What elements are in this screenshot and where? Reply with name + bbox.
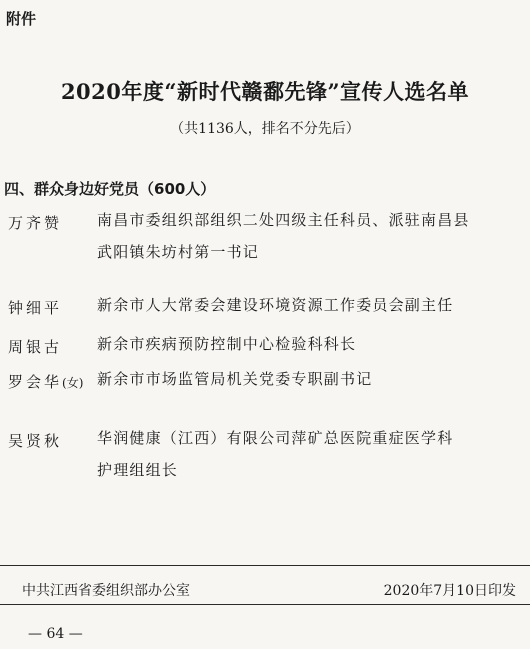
person-name-text: 罗会华 bbox=[8, 373, 63, 391]
person-name bbox=[8, 212, 62, 233]
document-subtitle: （共1136人，排名不分先后） bbox=[170, 121, 360, 137]
person-name-text: 万齐赞 bbox=[8, 214, 63, 232]
issuer-name: 中共江西省委组织部办公室 bbox=[22, 583, 190, 599]
position-line: 南昌市委组织部组织二处四级主任科员、派驻南昌县 bbox=[97, 211, 470, 229]
person-name-text: 周银古 bbox=[8, 338, 63, 356]
annex-label: 附件 bbox=[6, 10, 37, 28]
footer-bottom-rule bbox=[0, 604, 530, 605]
person-name-text: 钟细平 bbox=[8, 299, 63, 317]
position-line: 新余市市场监管局机关党委专职副书记 bbox=[97, 370, 373, 388]
person-position bbox=[97, 422, 517, 486]
person-name bbox=[8, 371, 83, 392]
section-heading: 四、群众身边好党员（600人） bbox=[4, 180, 216, 198]
person-name bbox=[8, 336, 62, 357]
page-number: — 64 — bbox=[28, 626, 83, 642]
person-position bbox=[97, 289, 517, 321]
person-gender-note: (女) bbox=[62, 376, 84, 390]
position-line: 新余市疾病预防控制中心检验科科长 bbox=[97, 335, 357, 353]
person-position bbox=[97, 363, 517, 395]
person-name-text: 吴贤秋 bbox=[8, 432, 63, 450]
position-line: 护理组组长 bbox=[97, 461, 179, 479]
position-line: 华润健康（江西）有限公司萍矿总医院重症医学科 bbox=[97, 429, 454, 447]
position-line: 武阳镇朱坊村第一书记 bbox=[97, 243, 260, 261]
person-position bbox=[97, 328, 517, 360]
position-line: 新余市人大常委会建设环境资源工作委员会副主任 bbox=[97, 296, 454, 314]
person-position bbox=[97, 204, 517, 268]
issue-date: 2020年7月10日印发 bbox=[383, 583, 516, 599]
person-name bbox=[8, 297, 62, 318]
document-title: 2020年度“新时代赣鄱先锋”宣传人选名单 bbox=[60, 79, 470, 104]
footer-top-rule bbox=[0, 565, 530, 566]
person-name bbox=[8, 430, 62, 451]
